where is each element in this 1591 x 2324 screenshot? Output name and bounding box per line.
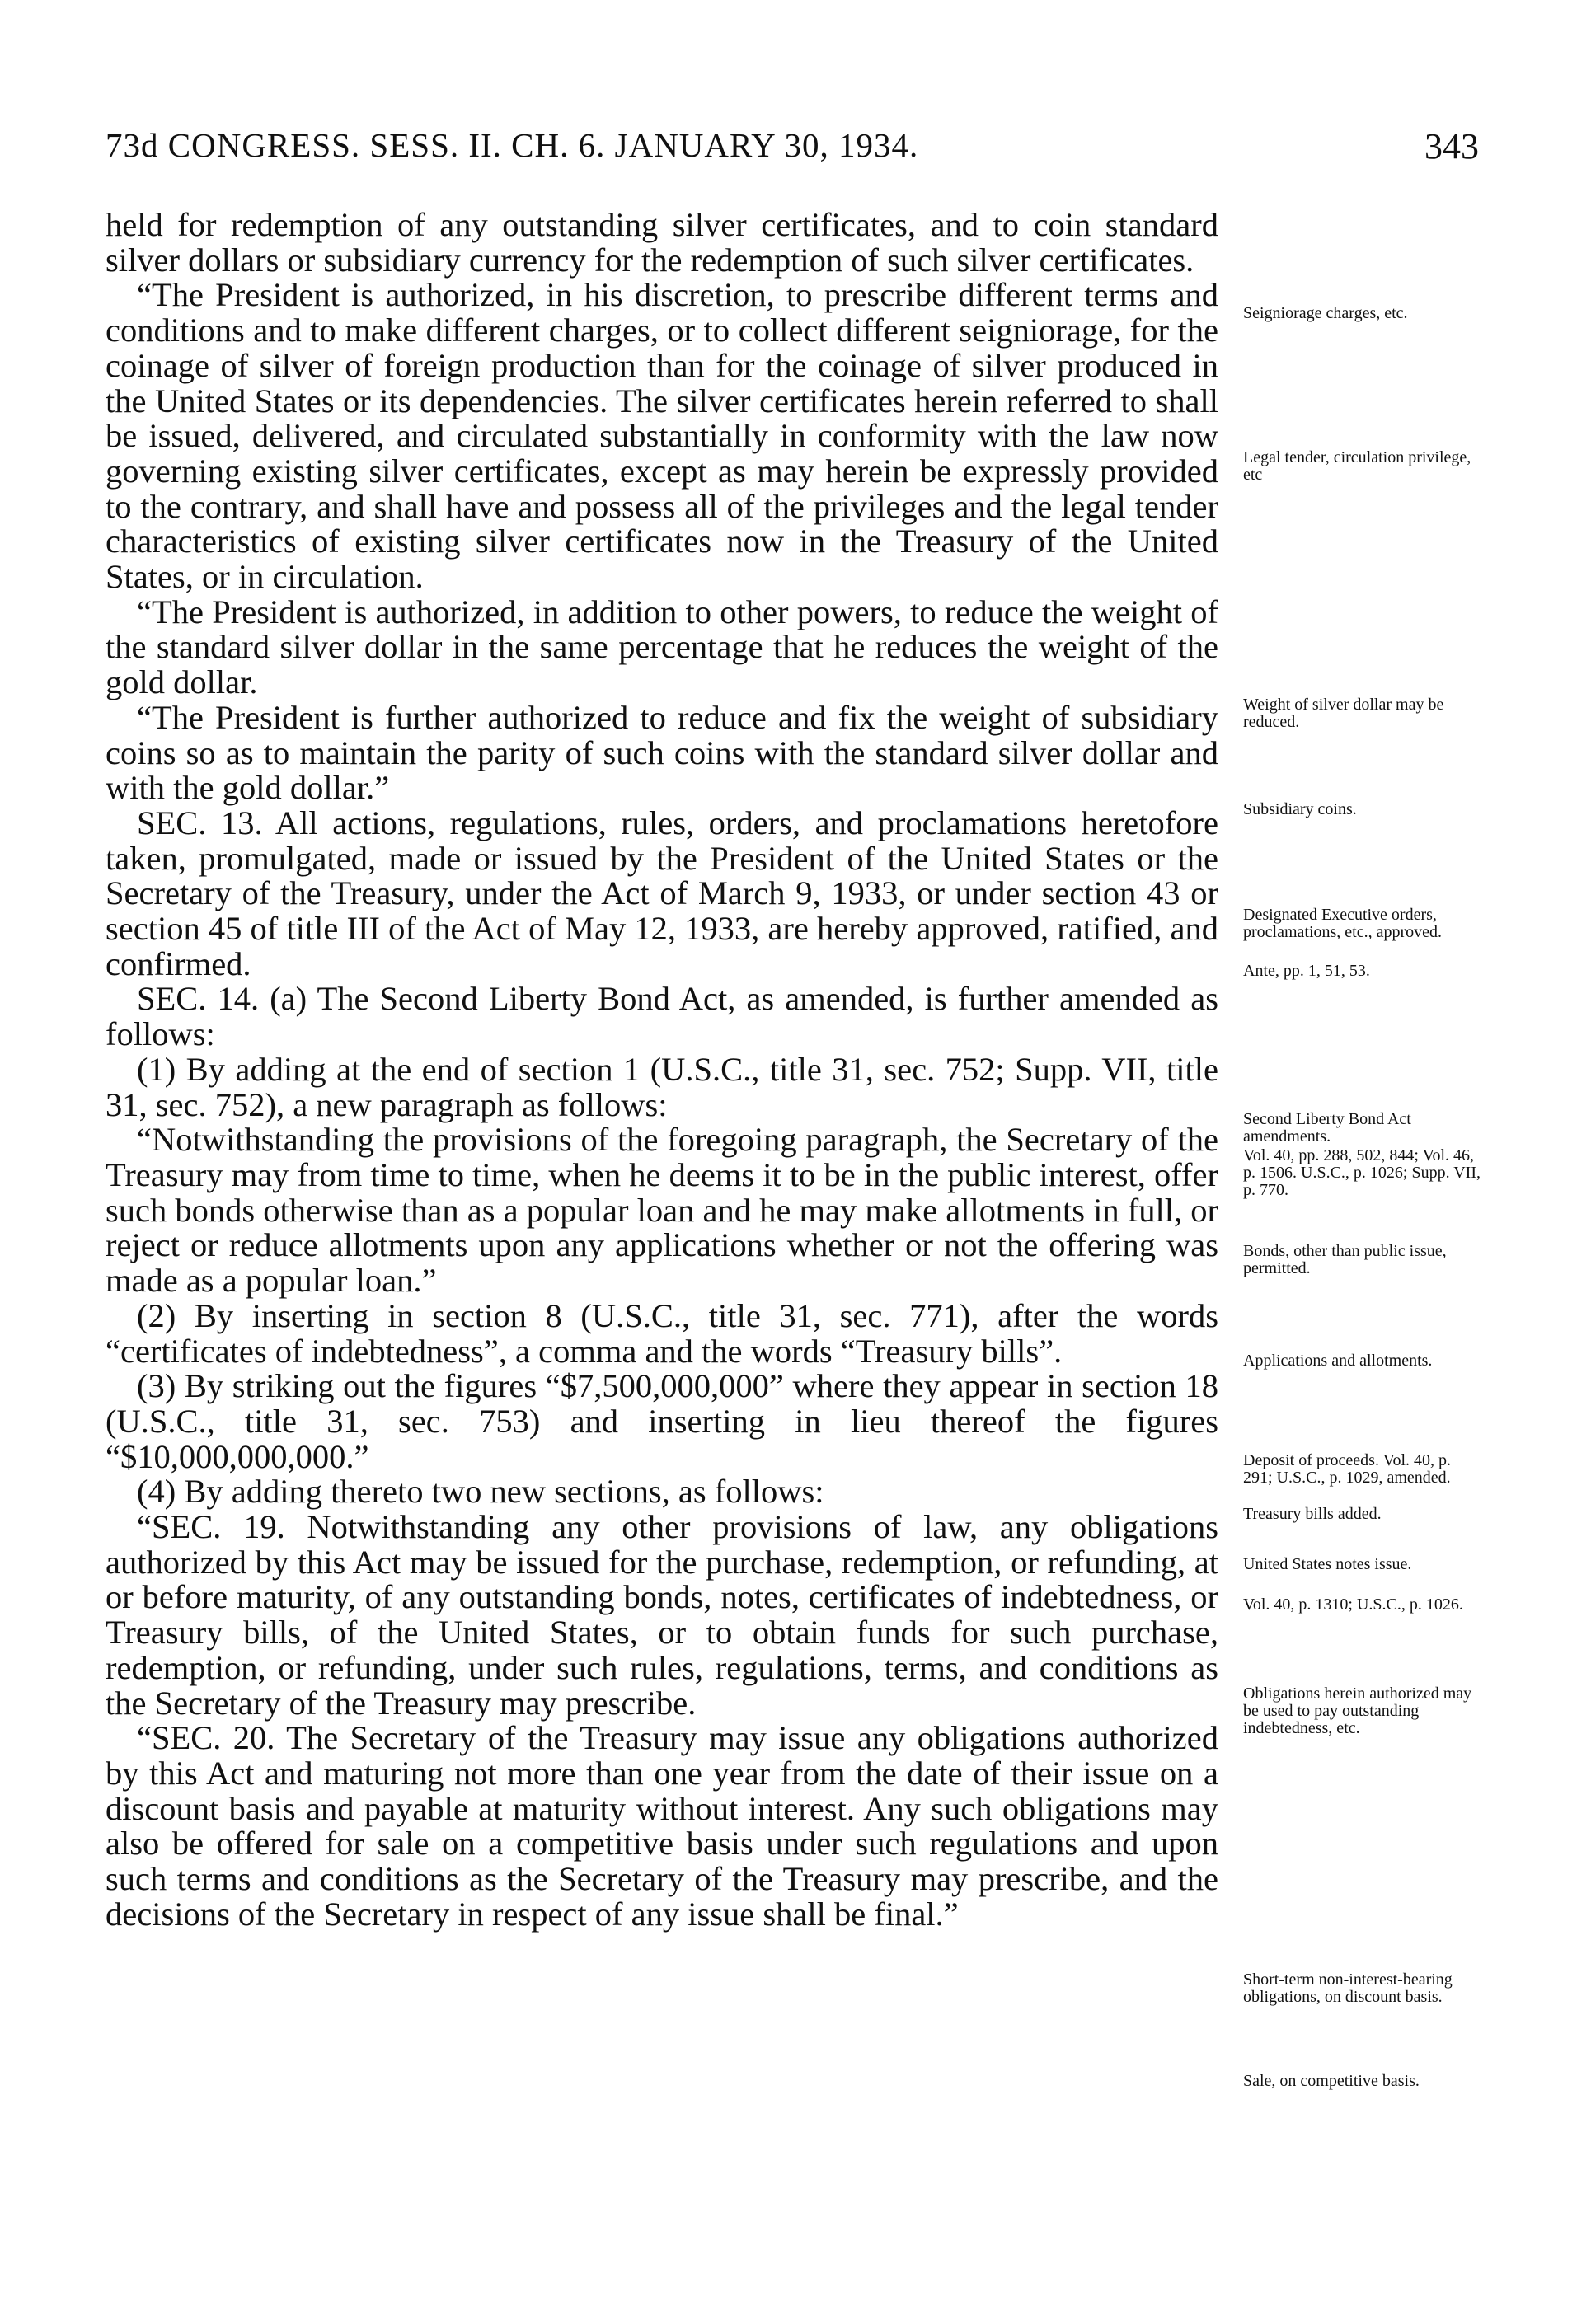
paragraph: “SEC. 19. Notwithstanding any other provisions of law, any obligations authorized by this Act may be issued for the purchase, redemption, or refunding, at or before maturity, of any outstanding bonds, notes, certificates of indebtedness, or Treasury bills, of the United States, or to obtain funds for such purchase, redemption, or refunding, under such rules, regulations, terms, and conditions as the Secretary of the Treasury may prescribe. bbox=[106, 1508, 1218, 1722]
paragraph: (1) By adding at the end of section 1 (U.S.C., title 31, sec. 752; Supp. VII, title 31, sec. 752), a new paragraph as follows: bbox=[106, 1050, 1218, 1123]
margin-note: Subsidiary coins. bbox=[1243, 800, 1357, 818]
margin-note: Vol. 40, p. 1310; U.S.C., p. 1026. bbox=[1243, 1595, 1463, 1614]
margin-note: Sale, on competitive basis. bbox=[1243, 2072, 1420, 2090]
body-text bbox=[106, 208, 1218, 1932]
paragraph: “The President is further authorized to reduce and fix the weight of subsidiary coins so as to maintain the parity of such coins with the standard silver dollar and with the gold dollar.” bbox=[106, 698, 1218, 807]
paragraph: “The President is authorized, in his discretion, to prescribe different terms and conditions and to make different charges, or to collect different seigniorage, for the coinage of silver of foreign production than for the coinage of silver produced in the United States or its dependencies. The silver certificates herein referred to shall be issued, delivered, and circulated substantially in conformity with the law now governing existing silver certificates, except as may herein be expressly provided to the contrary, and shall have and possess all of the privileges and the legal tender characteristics of existing silver certificates now in the Treasury of the United States, or in circulation. bbox=[106, 276, 1218, 596]
page-number: 343 bbox=[1424, 126, 1479, 166]
margin-note: United States notes issue. bbox=[1243, 1555, 1412, 1573]
paragraph: “The President is authorized, in addition to other powers, to reduce the weight of the standard silver dollar in the same percentage that he reduces the weight of the gold dollar. bbox=[106, 593, 1218, 701]
margin-note: Obligations herein authorized may be used to pay outstanding indebtedness, etc. bbox=[1243, 1684, 1472, 1737]
margin-note: Bonds, other than public issue, permitted. bbox=[1243, 1242, 1447, 1277]
margin-note: Short-term non-interest-bearing obligations, on discount basis. bbox=[1243, 1970, 1453, 2006]
margin-note: Legal tender, circulation privilege, etc bbox=[1243, 448, 1471, 484]
paragraph: SEC. 14. (a) The Second Liberty Bond Act, as amended, is further amended as follows: bbox=[106, 980, 1218, 1053]
margin-note: Designated Executive orders, proclamations, etc., approved. bbox=[1243, 906, 1443, 941]
margin-note: Ante, pp. 1, 51, 53. bbox=[1243, 962, 1370, 980]
paragraph: (2) By inserting in section 8 (U.S.C., title 31, sec. 771), after the words “certificates of indebtedness”, a comma and the words “Treasury bills”. bbox=[106, 1296, 1218, 1370]
margin-note: Treasury bills added. bbox=[1243, 1505, 1382, 1523]
margin-note: Weight of silver dollar may be reduced. bbox=[1243, 696, 1444, 731]
running-header bbox=[106, 125, 1479, 175]
margin-note: Deposit of proceeds. Vol. 40, p. 291; U.S.C., p. 1029, amended. bbox=[1243, 1451, 1452, 1487]
margin-note: Seigniorage charges, etc. bbox=[1243, 304, 1408, 322]
paragraph: “SEC. 20. The Secretary of the Treasury may issue any obligations authorized by this Act and maturing not more than one year from the date of their issue on a discount basis and payable at maturity without interest. Any such obligations may also be offered for sale on a competitive basis under such regulations and upon such terms and conditions as the Secretary of the Treasury may prescribe, and the decisions of the Secretary in respect of any issue shall be final.” bbox=[106, 1719, 1218, 1933]
margin-note: Applications and allotments. bbox=[1243, 1352, 1433, 1370]
paragraph: (4) By adding thereto two new sections, as follows: bbox=[137, 1473, 824, 1511]
paragraph: “Notwithstanding the provisions of the foregoing paragraph, the Secretary of the Treasury may from time to time, when he deems it to be in the public interest, offer such bonds otherwise than as a popular loan and he may make allotments in full, or reject or reduce allotments upon any applications whether or not the offering was made as a popular loan.” bbox=[106, 1121, 1218, 1300]
paragraph: held for redemption of any outstanding silver certificates, and to coin standard silver dollars or subsidiary currency for the redemption of such silver certificates. bbox=[106, 206, 1218, 279]
margin-note: Vol. 40, pp. 288, 502, 844; Vol. 46, p. 1506. U.S.C., p. 1026; Supp. VII, p. 770. bbox=[1243, 1146, 1481, 1199]
paragraph: (3) By striking out the figures “$7,500,000,000” where they appear in section 18 (U.S.C., title 31, sec. 753) and inserting in lieu thereof the figures “$10,000,000,000.” bbox=[106, 1367, 1218, 1475]
paragraph: SEC. 13. All actions, regulations, rules, orders, and proclamations heretofore taken, promulgated, made or issued by the President of the United States or the Secretary of the Treasury, under the Act of March 9, 1933, or under section 43 or section 45 of title III of the Act of May 12, 1933, are hereby approved, ratified, and confirmed. bbox=[106, 804, 1218, 982]
running-head: 73d CONGRESS. SESS. II. CH. 6. JANUARY 30, 1934. bbox=[106, 126, 919, 164]
margin-note: Second Liberty Bond Act amendments. bbox=[1243, 1110, 1411, 1146]
